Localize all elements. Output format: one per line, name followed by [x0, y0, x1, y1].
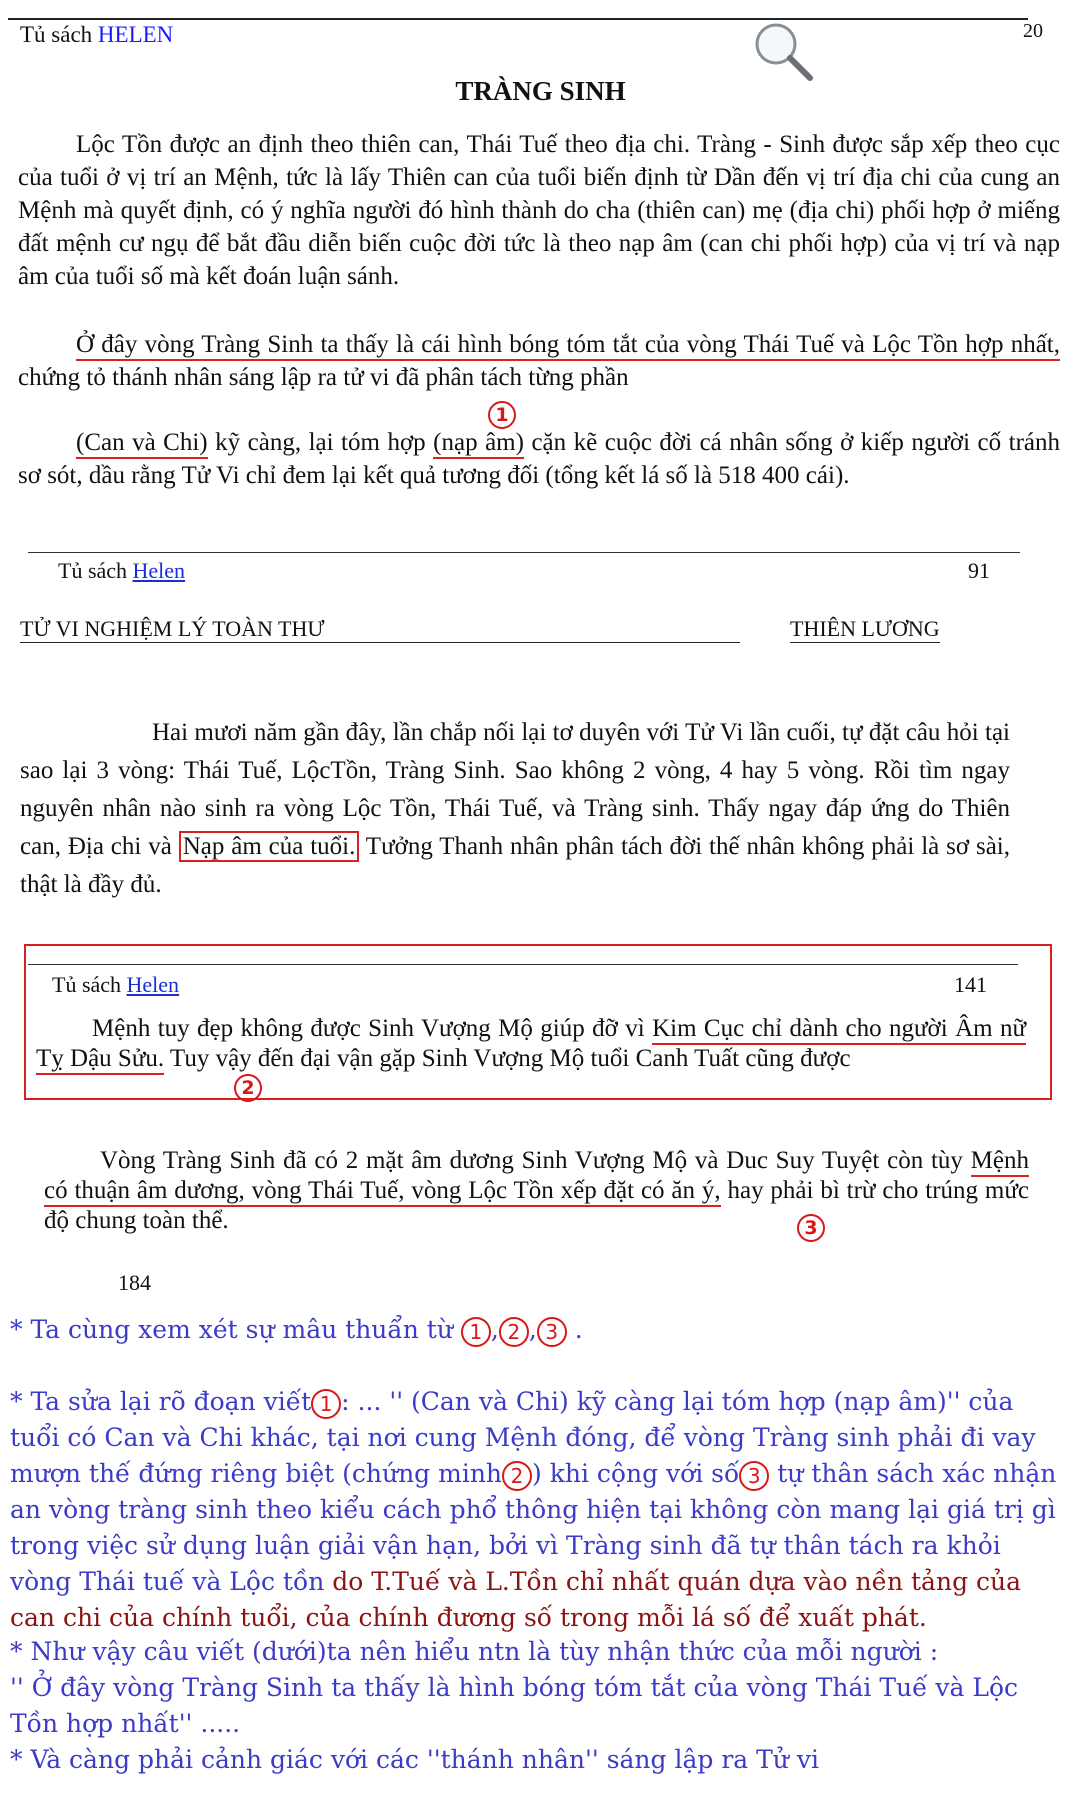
- page4-text-1: Vòng Tràng Sinh đã có 2 mặt âm dương Sinh Vượng Mộ và Duc Suy Tuyệt còn tùy: [100, 1147, 971, 1174]
- header-prefix: Tủ sách: [52, 972, 122, 997]
- marker-1: [488, 401, 516, 429]
- page2-text-1: Hai mươi năm gần đây, lần chắp nối lại tơ duyên với Tử Vi lần cuối, tự đặt câu hỏi tại sao lại 3 vòng: Thái Tuế, LộcTồn, Tràng Sinh. Sao không 2 vòng, 4 hay 5 vòng. Rồi tìm ngay nguyên nhân nào sinh ra vòng Lộc Tồn, Thái Tuế, và Tràng sinh. Thấy ngay đáp ứng do Thiên can, Địa chi và: [20, 719, 1010, 860]
- page1-header: [20, 22, 173, 48]
- note1-marker-2: 2: [499, 1317, 529, 1347]
- marker-1-circle: 1: [488, 401, 516, 429]
- page1-paragraph-3: [18, 426, 1060, 492]
- note-line-1: * Ta cùng xem xét sự mâu thuẩn từ 1 , 2 , 3 .: [10, 1312, 1060, 1348]
- page2-text-2: Tưởng Thanh nhân phân tách đời thế nhân không phải là sơ sài, thật là đầy đủ.: [20, 833, 1010, 898]
- header-prefix: Tủ sách: [58, 558, 128, 583]
- page1-page-number: 20: [1023, 20, 1043, 42]
- note2-a: * Ta sửa lại rõ đoạn viết: [10, 1387, 312, 1416]
- header-brand-link[interactable]: Helen: [126, 972, 180, 997]
- page1-title: TRÀNG SINH: [455, 76, 626, 106]
- magnifier-icon: [752, 22, 818, 84]
- para3-underlined-2: (nạp âm): [433, 429, 524, 459]
- page1-paragraph-2: [18, 328, 1060, 394]
- marker-3-circle: 3: [797, 1214, 825, 1242]
- para2-underlined: Ở đây vòng Tràng Sinh ta thấy là cái hình bóng tóm tắt của vòng Thái Tuế và Lộc Tồn hợp nhất,: [76, 331, 1060, 361]
- note2-marker-1: 1: [311, 1389, 341, 1419]
- page3-paragraph: [36, 1014, 1026, 1074]
- page2-book-title: TỬ VI NGHIỆM LÝ TOÀN THƯ: [20, 616, 740, 643]
- note-quote: '' Ở đây vòng Tràng Sinh ta thấy là hình bóng tóm tắt của vòng Thái Tuế và Lộc Tồn hợp nhất'' .....: [10, 1673, 1019, 1738]
- note1-text: * Ta cùng xem xét sự mâu thuẩn từ: [10, 1315, 453, 1344]
- header-brand-link[interactable]: Helen: [132, 558, 186, 583]
- page3-text-1: Mệnh tuy đẹp không được Sinh Vượng Mộ giúp đỡ vì: [92, 1015, 653, 1042]
- note2-dark: do T.Tuế và L.Tồn chỉ nhất quán dựa vào nền tảng của can chi của chính tuổi, của chính đương số trong mỗi lá số để xuất phát.: [10, 1567, 1022, 1632]
- page2-page-number: 91: [968, 558, 990, 583]
- note2-c: ) khi cộng với số: [532, 1459, 740, 1488]
- page4-page-number: 184: [118, 1270, 151, 1295]
- page3-text-2: Tuy vậy đến đại vận gặp Sinh Vượng Mộ tuổi Canh Tuất cũng được: [164, 1045, 851, 1072]
- note2-d: tự thân sách xác nhận an vòng tràng sinh theo kiểu cách phổ thông hiện tại không còn mang lại giá trị gì trong việc sử dụng luận giải vận hạn, bởi vì Tràng sinh đã tự thân tách ra khỏi vòng Thái tuế và Lộc tồn: [10, 1459, 1057, 1596]
- para3-underlined-1: (Can và Chi): [76, 429, 208, 459]
- note2-marker-3: 3: [739, 1461, 769, 1491]
- para1-text: Lộc Tồn được an định theo thiên can, Thái Tuế theo địa chi. Tràng - Sinh được sắp xếp theo cục của tuổi ở vị trí an Mệnh, tức là lấy Thiên can của tuổi biến định từ Dần đến vị trí địa chi của cung an Mệnh mà quyết định, có ý nghĩa người đó hình thành do cha (thiên can) mẹ (địa chi) phối hợp ở miếng đất mệnh cư ngụ để bắt đầu diễn biến cuộc đời tức là theo nạp âm (can chi phối hợp) của vị trí và nạp âm của tuổi số mà kết đoán luận sánh.: [18, 131, 1060, 290]
- page2-author: THIÊN LƯƠNG: [790, 616, 940, 641]
- para2-rest: chứng tỏ thánh nhân sáng lập ra tử vi đã phân tách từng phần: [18, 364, 629, 391]
- note2-b: : ... '' (Can và Chi) kỹ càng lại tóm hợp (nạp âm)'' của tuổi có Can và Chi khác, tại nơi cung Mệnh đóng, để vòng Tràng sinh phải đi vay mượn thế đứng riêng biệt (chứng minh: [10, 1387, 1036, 1488]
- note-line-5: * Và càng phải cảnh giác với các ''thánh nhân'' sáng lập ra Tử vi: [10, 1745, 819, 1774]
- page4-text-2: hay phải bì trừ cho trúng mức độ chung toàn thể.: [44, 1177, 1029, 1234]
- page2-paragraph: [20, 714, 1010, 904]
- page1-top-rule: [8, 18, 1028, 20]
- page3-header: [52, 972, 179, 998]
- header-brand: HELEN: [97, 22, 174, 47]
- page2-top-rule: [28, 552, 1020, 553]
- note-line-3: * Như vậy câu viết (dưới)ta nên hiểu ntn là tùy nhận thức của mỗi người :: [10, 1637, 939, 1666]
- page3-page-number: 141: [954, 972, 987, 997]
- marker-2: [234, 1074, 262, 1102]
- para3-text-1: kỹ càng, lại tóm hợp: [207, 429, 434, 456]
- page3-top-rule: [28, 964, 1018, 965]
- note2-marker-2: 2: [502, 1461, 532, 1491]
- header-prefix: Tủ sách: [20, 22, 93, 47]
- note1-marker-1: 1: [461, 1317, 491, 1347]
- note1-end: .: [566, 1315, 583, 1344]
- page2-header: [58, 558, 185, 584]
- note-paragraph-2: [10, 1384, 1060, 1636]
- para3-text-2: cặn kẽ cuộc đời cá nhân sống ở kiếp người cố tránh sơ sót, dầu rằng Tử Vi chỉ đem lại kết quả tương đối (tổng kết lá số là 518 400 cái).: [18, 429, 1061, 489]
- boxed-phrase: Nạp âm của tuổi.: [179, 831, 360, 862]
- note1-marker-3: 3: [537, 1317, 567, 1347]
- page4-underlined: Mệnh có thuận âm dương, vòng Thái Tuế, vòng Lộc Tồn xếp đặt có ăn ý,: [44, 1147, 1029, 1207]
- page4-paragraph: [44, 1146, 1029, 1236]
- marker-3: [797, 1214, 825, 1242]
- page3-underlined: Kim Cục chỉ dành cho người Âm nữ Tỵ Dậu Sửu.: [36, 1015, 1026, 1075]
- page1-paragraph-1: [18, 128, 1060, 293]
- marker-2-circle: 2: [234, 1074, 262, 1102]
